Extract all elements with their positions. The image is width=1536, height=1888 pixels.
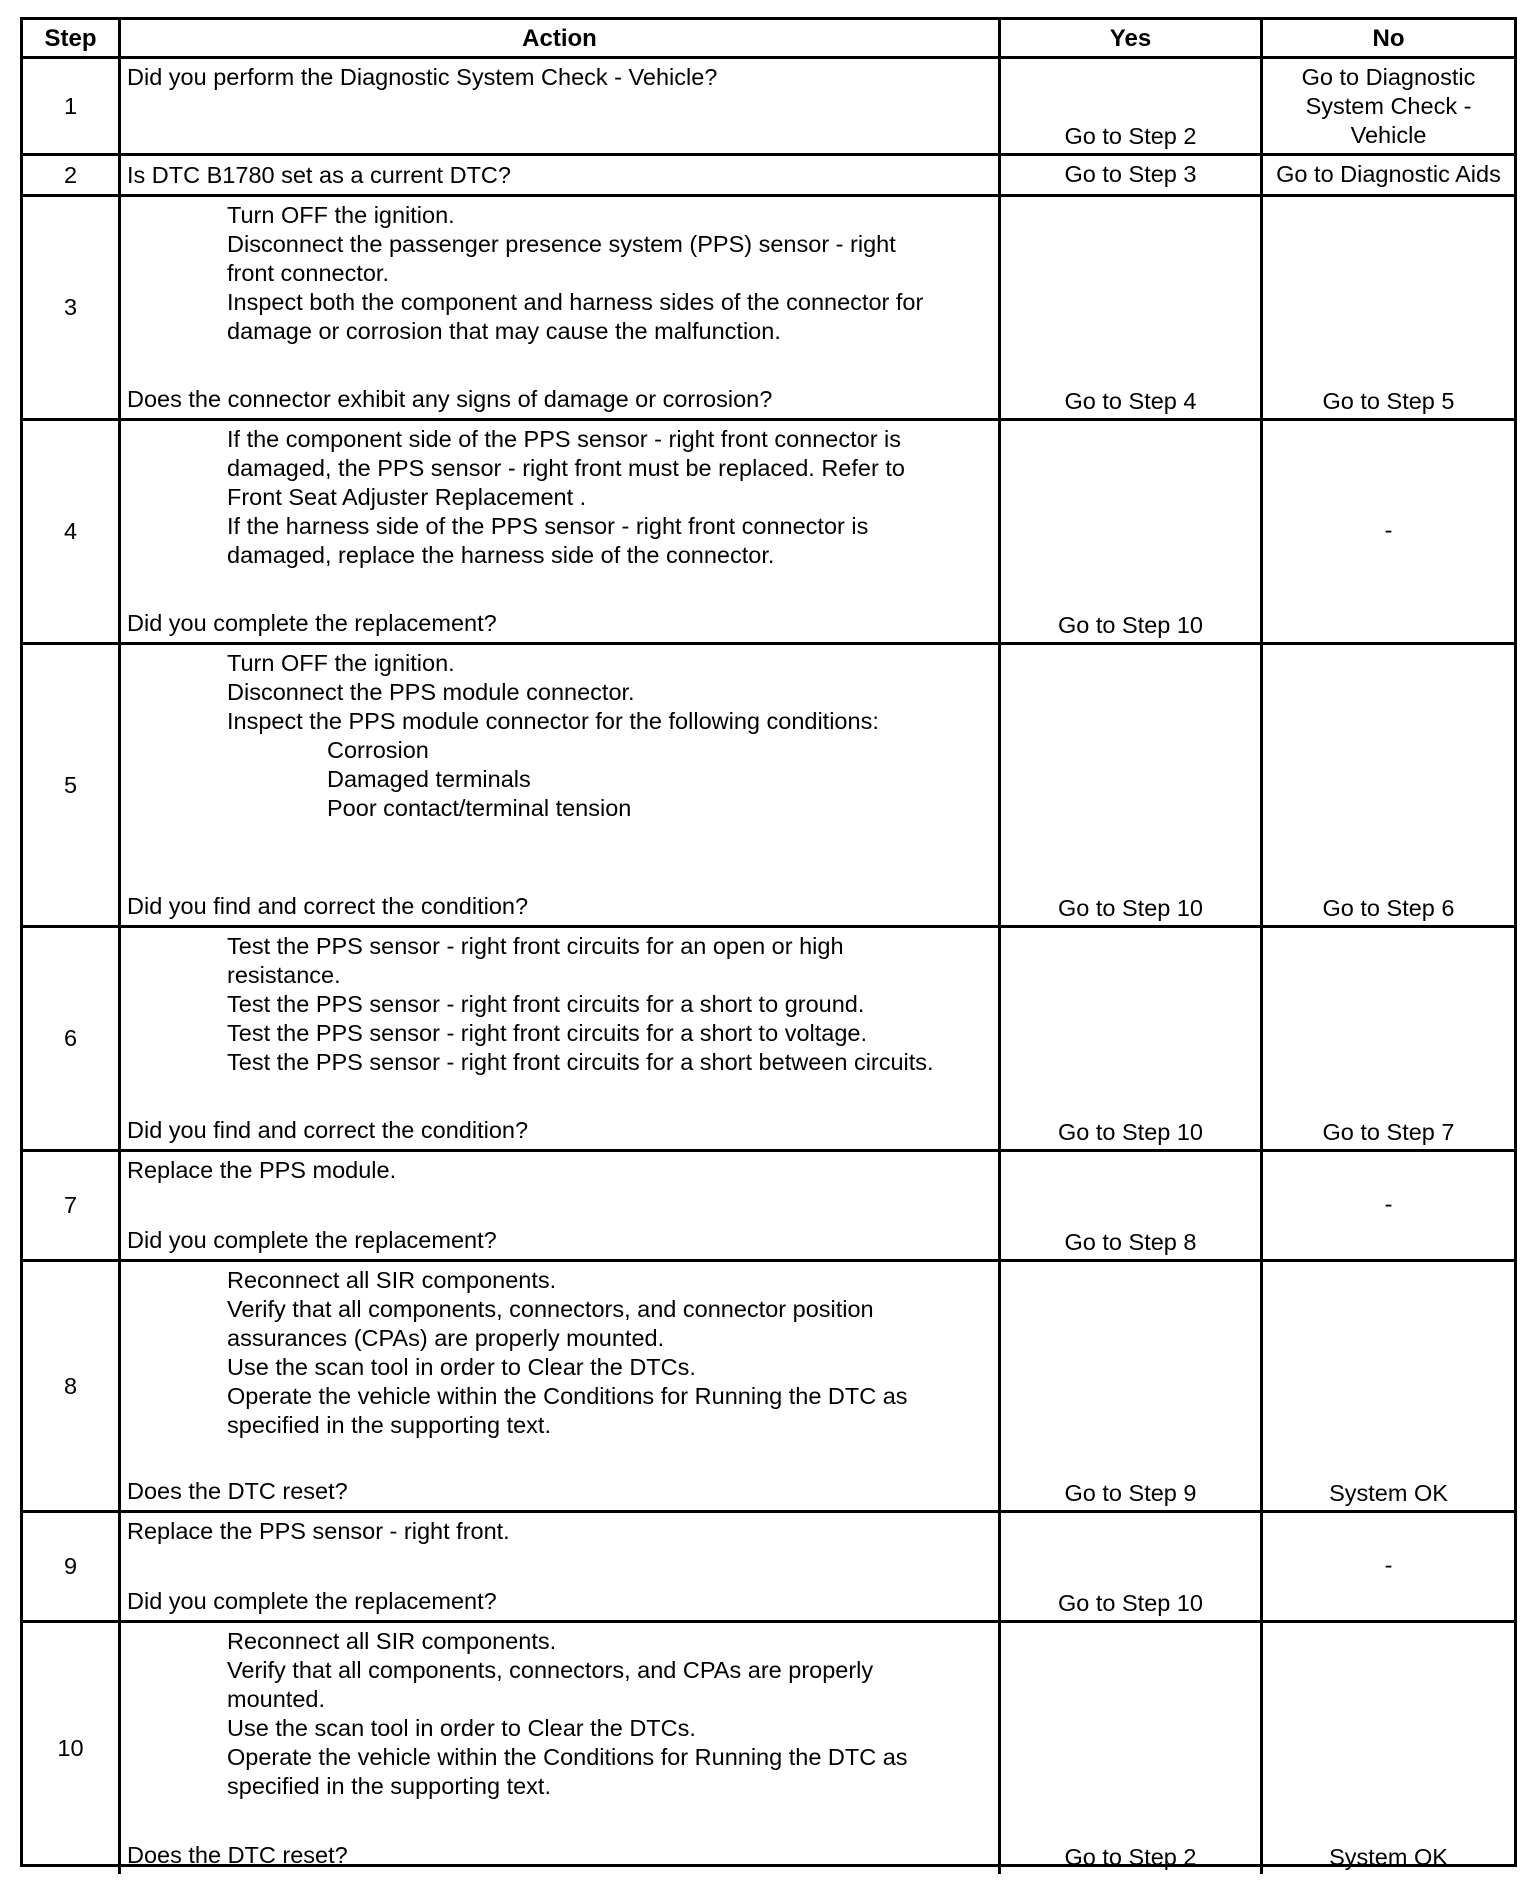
action-line: If the component side of the PPS sensor - right front connector is (227, 426, 902, 452)
action-question: Did you complete the replacement? (127, 1588, 497, 1614)
action-line: Is DTC B1780 set as a current DTC? (127, 161, 511, 188)
action-line: resistance. (227, 962, 341, 988)
action-line: specified in the supporting text. (227, 1773, 551, 1799)
action-cell (121, 197, 1001, 421)
action-line: Inspect both the component and harness sides of the connector for (227, 289, 924, 315)
no-text: System Check - (1305, 93, 1472, 119)
action-line: damaged, the PPS sensor - right front must be replaced. Refer to (227, 455, 905, 481)
no-cell (1263, 1513, 1514, 1623)
no-cell (1263, 1262, 1514, 1513)
action-line: Operate the vehicle within the Conditions for Running the DTC as (227, 1744, 908, 1770)
action-line: Inspect the PPS module connector for the following conditions: (227, 708, 879, 734)
action-line: Replace the PPS module. (127, 1157, 397, 1183)
step-number: 5 (23, 645, 121, 928)
action-line: Test the PPS sensor - right front circuits for an open or high (227, 933, 844, 959)
action-subline: Corrosion (327, 737, 429, 763)
action-line: front connector. (227, 260, 389, 286)
yes-cell (1001, 197, 1263, 421)
action-question: Does the DTC reset? (127, 1842, 348, 1868)
no-text: Go to Diagnostic Aids (1276, 160, 1501, 187)
action-question: Does the connector exhibit any signs of damage or corrosion? (127, 386, 773, 412)
action-line: Reconnect all SIR components. (227, 1628, 557, 1654)
no-cell (1263, 421, 1514, 645)
no-text: Go to Step 6 (1322, 895, 1455, 921)
yes-text: Go to Step 4 (1064, 388, 1197, 414)
no-cell (1263, 59, 1514, 156)
no-text: Go to Diagnostic (1301, 64, 1476, 90)
no-cell (1263, 197, 1514, 421)
header-yes: Yes (1001, 20, 1263, 59)
action-line: Reconnect all SIR components. (227, 1267, 557, 1293)
no-cell (1263, 928, 1514, 1152)
action-line: specified in the supporting text. (227, 1412, 551, 1438)
action-line: mounted. (227, 1686, 325, 1712)
no-text: Go to Step 7 (1322, 1119, 1455, 1145)
diagnostic-table (20, 17, 1517, 1870)
action-line: Use the scan tool in order to Clear the DTCs. (227, 1715, 696, 1741)
action-question: Did you find and correct the condition? (127, 1117, 529, 1143)
yes-text: Go to Step 3 (1064, 160, 1197, 187)
header-action: Action (121, 20, 1001, 59)
action-line: Test the PPS sensor - right front circuits for a short between circuits. (227, 1049, 934, 1075)
header-step: Step (23, 20, 121, 59)
no-cell (1263, 645, 1514, 928)
step-number: 10 (23, 1623, 121, 1874)
step-number: 8 (23, 1262, 121, 1513)
yes-text: Go to Step 9 (1064, 1480, 1197, 1506)
yes-cell (1001, 1152, 1263, 1262)
action-line: Disconnect the PPS module connector. (227, 679, 635, 705)
step-number: 1 (23, 59, 121, 156)
yes-cell (1001, 645, 1263, 928)
action-line: If the harness side of the PPS sensor - right front connector is (227, 513, 869, 539)
yes-text: Go to Step 10 (1057, 1119, 1204, 1145)
action-cell (121, 1623, 1001, 1874)
no-text: - (1384, 517, 1393, 543)
action-line: Did you perform the Diagnostic System Check - Vehicle? (127, 64, 718, 90)
yes-cell (1001, 928, 1263, 1152)
step-number: 4 (23, 421, 121, 645)
yes-text: Go to Step 2 (1064, 1844, 1197, 1870)
yes-cell (1001, 421, 1263, 645)
action-question: Did you complete the replacement? (127, 1227, 497, 1253)
yes-cell (1001, 59, 1263, 156)
action-cell (121, 645, 1001, 928)
yes-cell (1001, 1513, 1263, 1623)
no-cell (1263, 1623, 1514, 1874)
action-line: Front Seat Adjuster Replacement . (227, 484, 587, 510)
action-question: Did you find and correct the condition? (127, 893, 529, 919)
action-subline: Damaged terminals (327, 766, 531, 792)
action-cell (121, 421, 1001, 645)
action-cell (121, 928, 1001, 1152)
yes-text: Go to Step 10 (1057, 1590, 1204, 1616)
action-line: Verify that all components, connectors, and CPAs are properly (227, 1657, 874, 1683)
yes-cell (1001, 1623, 1263, 1874)
no-text: - (1384, 1552, 1393, 1578)
action-cell (121, 156, 1001, 197)
yes-text: Go to Step 2 (1064, 123, 1197, 149)
action-line: Test the PPS sensor - right front circuits for a short to ground. (227, 991, 865, 1017)
step-number: 9 (23, 1513, 121, 1623)
step-number: 3 (23, 197, 121, 421)
action-question: Does the DTC reset? (127, 1478, 348, 1504)
step-number: 2 (23, 156, 121, 197)
yes-cell (1001, 1262, 1263, 1513)
action-line: Test the PPS sensor - right front circuits for a short to voltage. (227, 1020, 867, 1046)
action-cell (121, 1152, 1001, 1262)
header-no: No (1263, 20, 1514, 59)
action-line: Verify that all components, connectors, and connector position (227, 1296, 874, 1322)
no-cell (1263, 156, 1514, 197)
action-line: Operate the vehicle within the Conditions for Running the DTC as (227, 1383, 908, 1409)
yes-text: Go to Step 10 (1057, 612, 1204, 638)
action-line: Turn OFF the ignition. (227, 650, 455, 676)
no-text: Go to Step 5 (1322, 388, 1455, 414)
no-text: System OK (1329, 1844, 1448, 1870)
action-cell (121, 1513, 1001, 1623)
action-subline: Poor contact/terminal tension (327, 795, 632, 821)
action-line: Use the scan tool in order to Clear the DTCs. (227, 1354, 696, 1380)
yes-cell (1001, 156, 1263, 197)
action-cell (121, 59, 1001, 156)
action-cell (121, 1262, 1001, 1513)
yes-text: Go to Step 8 (1064, 1229, 1197, 1255)
action-question: Did you complete the replacement? (127, 610, 497, 636)
yes-text: Go to Step 10 (1057, 895, 1204, 921)
step-number: 6 (23, 928, 121, 1152)
no-text: System OK (1329, 1480, 1448, 1506)
action-line: Replace the PPS sensor - right front. (127, 1518, 510, 1544)
no-text: - (1384, 1191, 1393, 1217)
action-line: assurances (CPAs) are properly mounted. (227, 1325, 665, 1351)
step-number: 7 (23, 1152, 121, 1262)
no-cell (1263, 1152, 1514, 1262)
no-text: Vehicle (1350, 122, 1427, 148)
action-line: Disconnect the passenger presence system (PPS) sensor - right (227, 231, 896, 257)
action-line: damaged, replace the harness side of the connector. (227, 542, 775, 568)
action-line: damage or corrosion that may cause the malfunction. (227, 318, 781, 344)
action-line: Turn OFF the ignition. (227, 202, 455, 228)
